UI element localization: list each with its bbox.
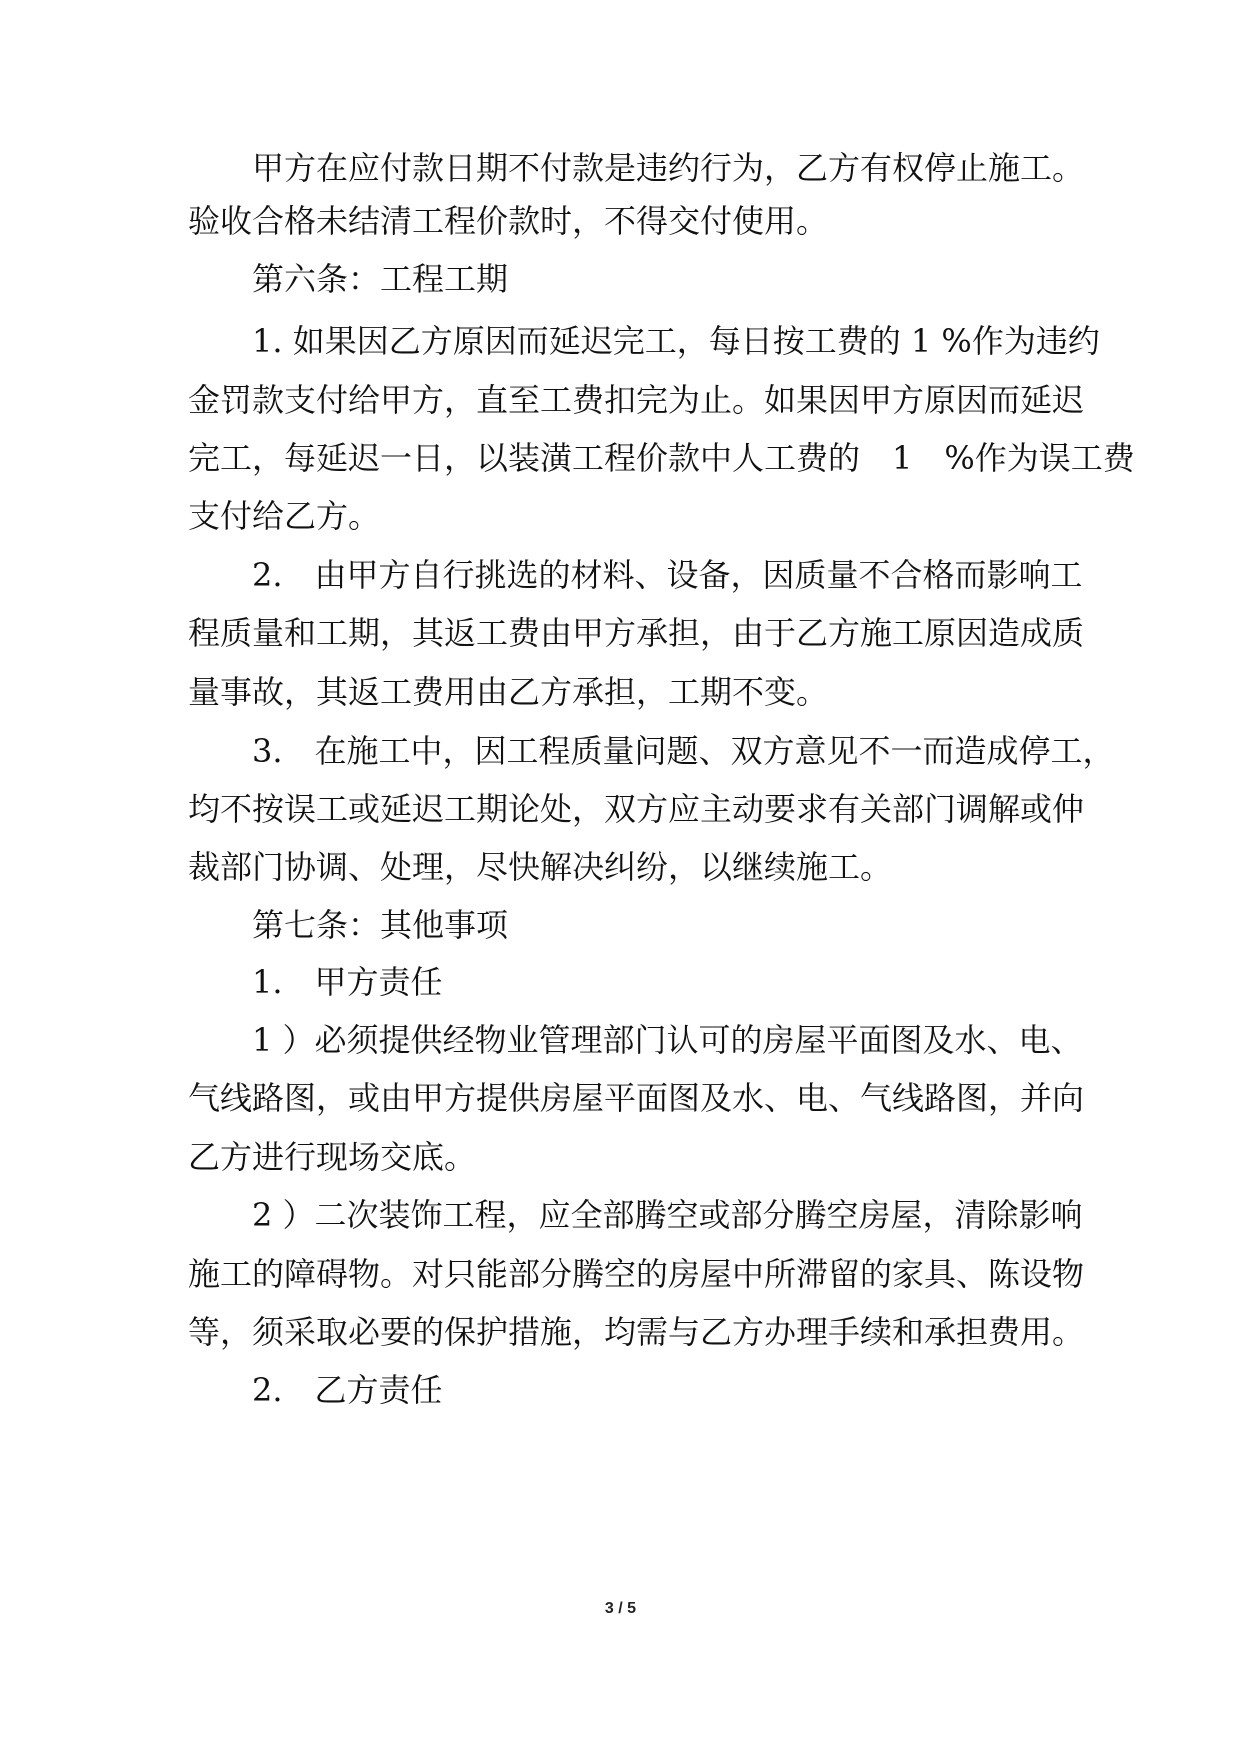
paragraph-line: 3. 在施工中，因工程质量问题、双方意见不一而造成停工， xyxy=(188,732,1115,770)
paragraph-line: 裁部门协调、处理，尽快解决纠纷，以继续施工。 xyxy=(188,848,893,886)
subsection-heading: 1. 甲方责任 xyxy=(188,963,443,1001)
paragraph-line: 2 ）二次装饰工程，应全部腾空或部分腾空房屋，清除影响 xyxy=(188,1196,1083,1234)
paragraph-line: 量事故，其返工费用由乙方承担，工期不变。 xyxy=(188,673,829,711)
section-heading: 第七条：其他事项 xyxy=(188,906,509,944)
paragraph-line: 乙方进行现场交底。 xyxy=(188,1138,477,1176)
paragraph-line: 完工，每延迟一日，以装潢工程价款中人工费的 1 %作为误工费 xyxy=(188,439,1135,477)
paragraph-line: 1. 如果因乙方原因而延迟完工，每日按工费的 1 %作为违约 xyxy=(188,322,1100,360)
page-number: 3 / 5 xyxy=(604,1600,637,1617)
paragraph-line: 均不按误工或延迟工期论处，双方应主动要求有关部门调解或仲 xyxy=(188,790,1085,828)
subsection-heading: 2. 乙方责任 xyxy=(188,1371,443,1409)
paragraph-line: 2. 由甲方自行挑选的材料、设备，因质量不合格而影响工 xyxy=(188,556,1083,594)
paragraph-line: 1 ）必须提供经物业管理部门认可的房屋平面图及水、电、 xyxy=(188,1021,1083,1059)
paragraph-line: 施工的障碍物。对只能部分腾空的房屋中所滞留的家具、陈设物 xyxy=(188,1255,1085,1293)
paragraph-line: 气线路图，或由甲方提供房屋平面图及水、电、气线路图，并向 xyxy=(188,1079,1085,1117)
paragraph-line: 等，须采取必要的保护措施，均需与乙方办理手续和承担费用。 xyxy=(188,1313,1085,1351)
paragraph-line: 程质量和工期，其返工费由甲方承担，由于乙方施工原因造成质 xyxy=(188,614,1085,652)
section-heading: 第六条：工程工期 xyxy=(188,260,509,298)
paragraph-line: 支付给乙方。 xyxy=(188,497,381,535)
paragraph-line: 甲方在应付款日期不付款是违约行为，乙方有权停止施工。 xyxy=(188,149,1085,187)
paragraph-line: 验收合格未结清工程价款时，不得交付使用。 xyxy=(188,202,829,240)
paragraph-line: 金罚款支付给甲方，直至工费扣完为止。如果因甲方原因而延迟 xyxy=(188,381,1085,419)
